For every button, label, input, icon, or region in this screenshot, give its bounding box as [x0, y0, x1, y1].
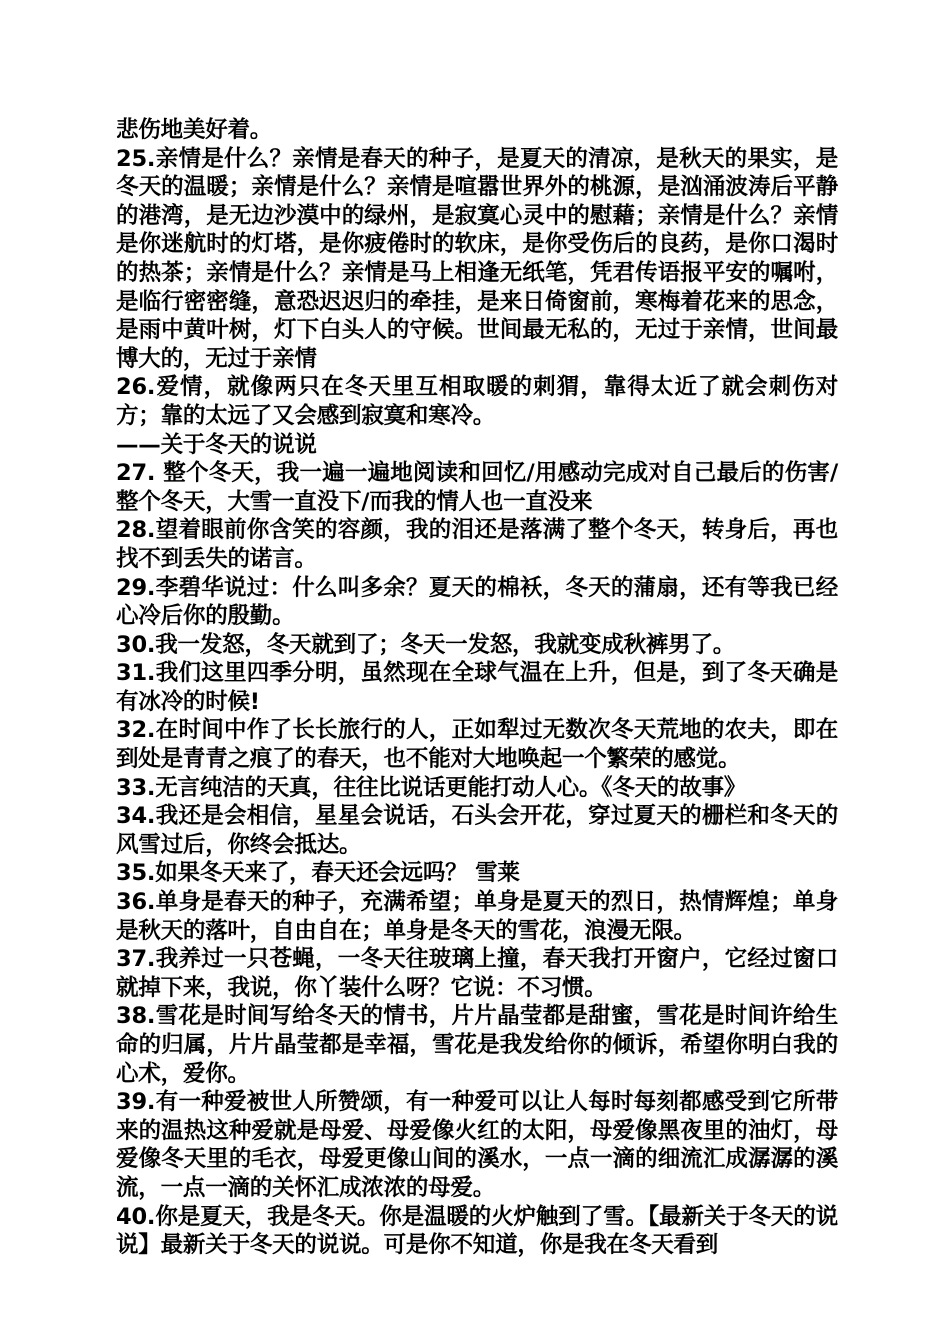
paragraph-40: 40.你是夏天，我是冬天。你是温暖的火炉触到了雪。【最新关于冬天的说说】最新关于冬天的说说。可是你不知道，你是我在冬天看到 — [116, 1203, 838, 1259]
paragraph-38: 38.雪花是时间写给冬天的情书，片片晶莹都是甜蜜，雪花是时间许给生命的归属，片片晶莹都是幸福，雪花是我发给你的倾诉，希望你明白我的心术，爱你。 — [116, 1003, 838, 1087]
paragraph-34: 34.我还是会相信，星星会说话，石头会开花，穿过夏天的栅栏和冬天的风雪过后，你终会抵达。 — [116, 803, 838, 858]
paragraph-27: 27. 整个冬天，我一遍一遍地阅读和回忆/用感动完成对自己最后的伤害/整个冬天，大雪一直没下/而我的情人也一直没来 — [116, 460, 838, 515]
paragraph-36: 36.单身是春天的种子，充满希望；单身是夏天的烈日，热情辉煌；单身是秋天的落叶，自由自在；单身是冬天的雪花，浪漫无限。 — [116, 889, 838, 944]
paragraph-35: 35.如果冬天来了，春天还会远吗？ 雪莱 — [116, 860, 520, 887]
section-heading: ——关于冬天的说说 — [116, 431, 317, 458]
paragraph-37: 37.我养过一只苍蝇，一冬天往玻璃上撞，春天我打开窗户，它经过窗口就掉下来，我说，你丫装什么呀？它说：不习惯。 — [116, 946, 838, 1001]
paragraph-33: 33.无言纯洁的天真，往往比说话更能打动人心。《冬天的故事》 — [116, 774, 747, 801]
paragraph-30: 30.我一发怒，冬天就到了；冬天一发怒，我就变成秋裤男了。 — [116, 631, 736, 658]
paragraph-31: 31.我们这里四季分明，虽然现在全球气温在上升，但是，到了冬天确是有冰冷的时候! — [116, 660, 838, 715]
document-body — [116, 116, 838, 1260]
paragraph-26: 26.爱情，就像两只在冬天里互相取暖的刺猬，靠得太近了就会刺伤对方；靠的太远了又会感到寂寞和寒冷。 — [116, 374, 838, 429]
paragraph-29: 29.李碧华说过：什么叫多余？夏天的棉袄，冬天的蒲扇，还有等我已经心冷后你的殷勤。 — [116, 574, 838, 630]
paragraph-39: 39.有一种爱被世人所赞颂，有一种爱可以让人每时每刻都感受到它所带来的温热这种爱就是母爱、母爱像火红的太阳，母爱像黑夜里的油灯，母爱像冬天里的毛衣，母爱更像山间的溪水，一点一滴的细流汇成潺潺的溪流，一点一滴的关怀汇成浓浓的母爱。 — [116, 1089, 838, 1201]
paragraph-28: 28.望着眼前你含笑的容颜，我的泪还是落满了整个冬天，转身后，再也找不到丢失的诺言。 — [116, 517, 838, 572]
paragraph-32: 32.在时间中作了长长旅行的人，正如犁过无数次冬天荒地的农夫，即在到处是青青之痕了的春天，也不能对大地唤起一个繁荣的感觉。 — [116, 717, 838, 773]
paragraph-continuation: 悲伤地美好着。 — [116, 117, 273, 143]
paragraph-25: 25.亲情是什么？亲情是春天的种子，是夏天的清凉，是秋天的果实，是冬天的温暖；亲情是什么？亲情是喧嚣世界外的桃源，是汹涌波涛后平静的港湾，是无边沙漠中的绿州，是寂寞心灵中的慰藉；亲情是什么？亲情是你迷航时的灯塔，是你疲倦时的软床，是你受伤后的良药，是你口渴时的热茶；亲情是什么？亲情是马上相逢无纸笔，凭君传语报平安的嘱咐，是临行密密缝，意恐迟迟归的牵挂，是来日倚窗前，寒梅着花来的思念，是雨中黄叶树，灯下白头人的守候。世间最无私的，无过于亲情，世间最博大的，无过于亲情 — [116, 145, 838, 372]
